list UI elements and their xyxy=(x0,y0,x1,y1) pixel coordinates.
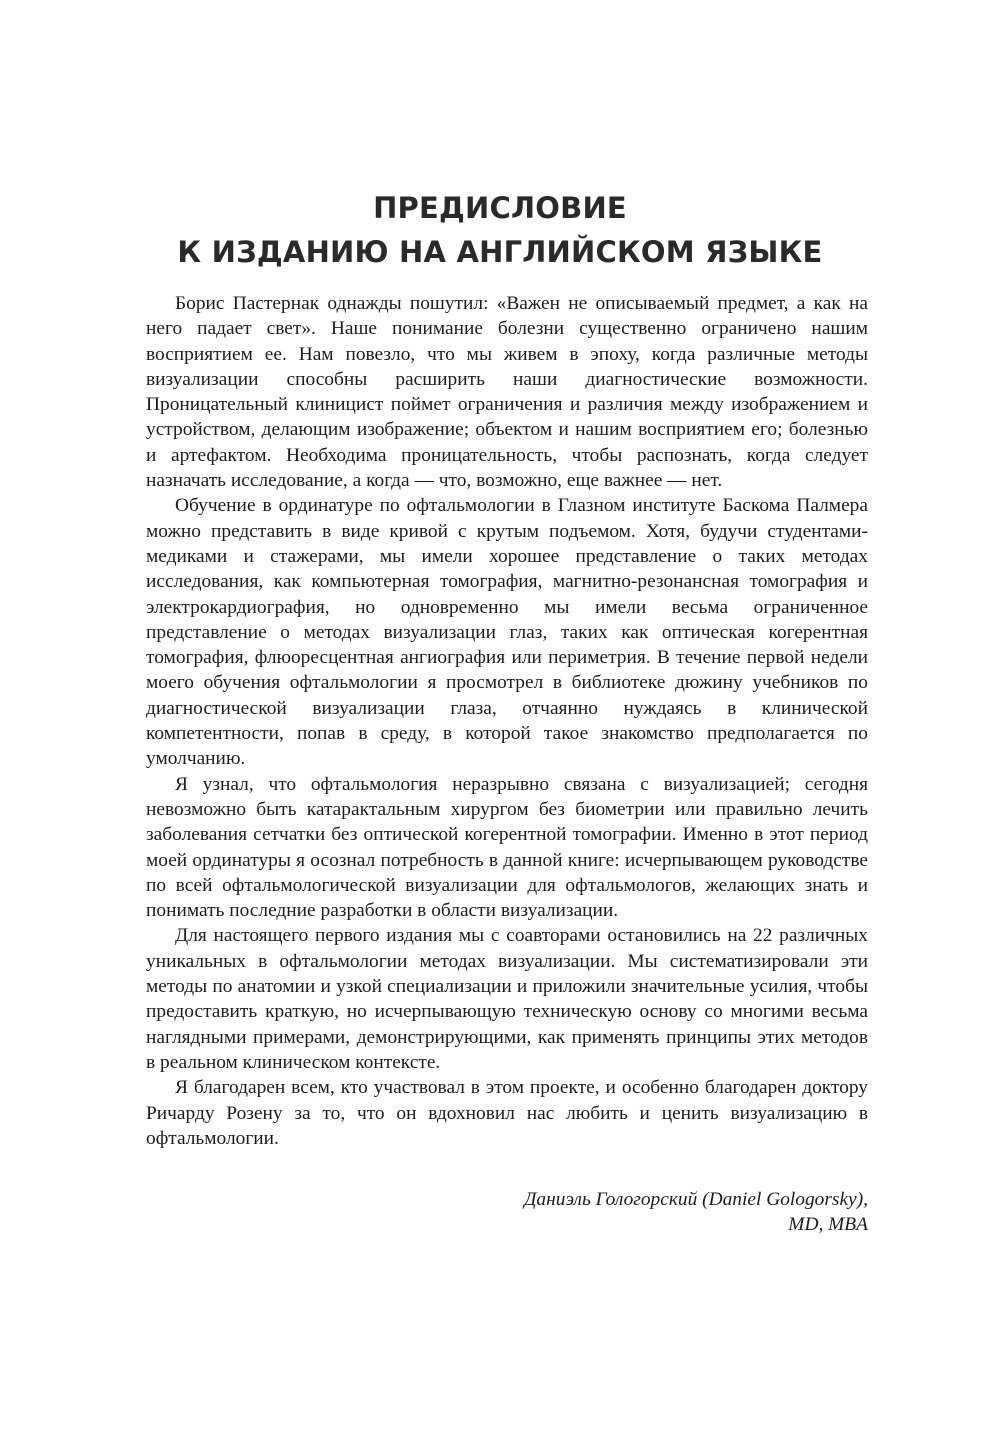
preface-body xyxy=(146,291,868,1151)
paragraph-2: Обучение в ординатуре по офтальмологии в Глазном институте Баскома Палмера можно представить в виде кривой с крутым подъемом. Хотя, будучи студентами-медиками и стажерами, мы имели хорошее представление о таких методах исследования, как компьютерная томография, магнитно-резонансная томография и электрокардиография, но одновременно мы имели весьма ограниченное представление о методах визуализации глаз, таких как оптическая когерентная томография, флюоресцентная ангиография или периметрия. В течение первой недели моего обучения офтальмологии я просмотрел в библиотеке дюжину учебников по диагностической визуализации глаза, отчаянно нуждаясь в клинической компетентности, попав в среду, в которой такое знакомство предполагается по умолчанию. xyxy=(146,495,868,770)
paragraph-4: Для настоящего первого издания мы с соавторами остановились на 22 различных уникальных в офтальмологии методах визуализации. Мы систематизировали эти методы по анатомии и узкой специализации и приложили значительные усилия, чтобы предоставить краткую, но исчерпывающую техническую основу со многими весьма наглядными примерами, демонстрирующими, как применять принципы этих методов в реальном клиническом контексте. xyxy=(146,925,868,1073)
signature-name: Даниэль Гологорский (Daniel Gologorsky), xyxy=(524,1189,868,1210)
author-signature xyxy=(146,1187,868,1238)
title-line-2: К ИЗДАНИЮ НА АНГЛИЙСКОМ ЯЗЫКЕ xyxy=(177,235,823,269)
paragraph-5: Я благодарен всем, кто участвовал в этом проекте, и особенно благодарен доктору Ричарду Розену за то, что он вдохновил нас любить и ценить визуализацию в офтальмологии. xyxy=(146,1077,868,1149)
signature-degrees: MD, MBA xyxy=(788,1214,868,1236)
paragraph-1: Борис Пастернак однажды пошутил: «Важен не описываемый предмет, а как на него падает свет». Наше понимание болезни существенно ограничено нашим восприятием ее. Нам повезло, что мы живем в эпоху, когда различные методы визуализации способны расширить наши диагностические возможности. Проницательный клиницист поймет ограничения и различия между изображением и устройством, делающим изображение; объектом и нашим восприятием его; болезнью и артефактом. Необходима проницательность, чтобы распознать, когда следует назначать исследование, а когда — что, возможно, еще важнее — нет. xyxy=(146,293,868,492)
page-title xyxy=(0,186,1000,274)
paragraph-3: Я узнал, что офтальмология неразрывно связана с визуализацией; сегодня невозможно быть катарактальным хирургом без биометрии или правильно лечить заболевания сетчатки без оптической когерентной томографии. Именно в этот период моей ординатуры я осознал потребность в данной книге: исчерпывающем руководстве по всей офтальмологической визуализации для офтальмологов, желающих знать и понимать последние разработки в области визуализации. xyxy=(146,773,868,922)
title-line-1: ПРЕДИСЛОВИЕ xyxy=(373,191,627,225)
